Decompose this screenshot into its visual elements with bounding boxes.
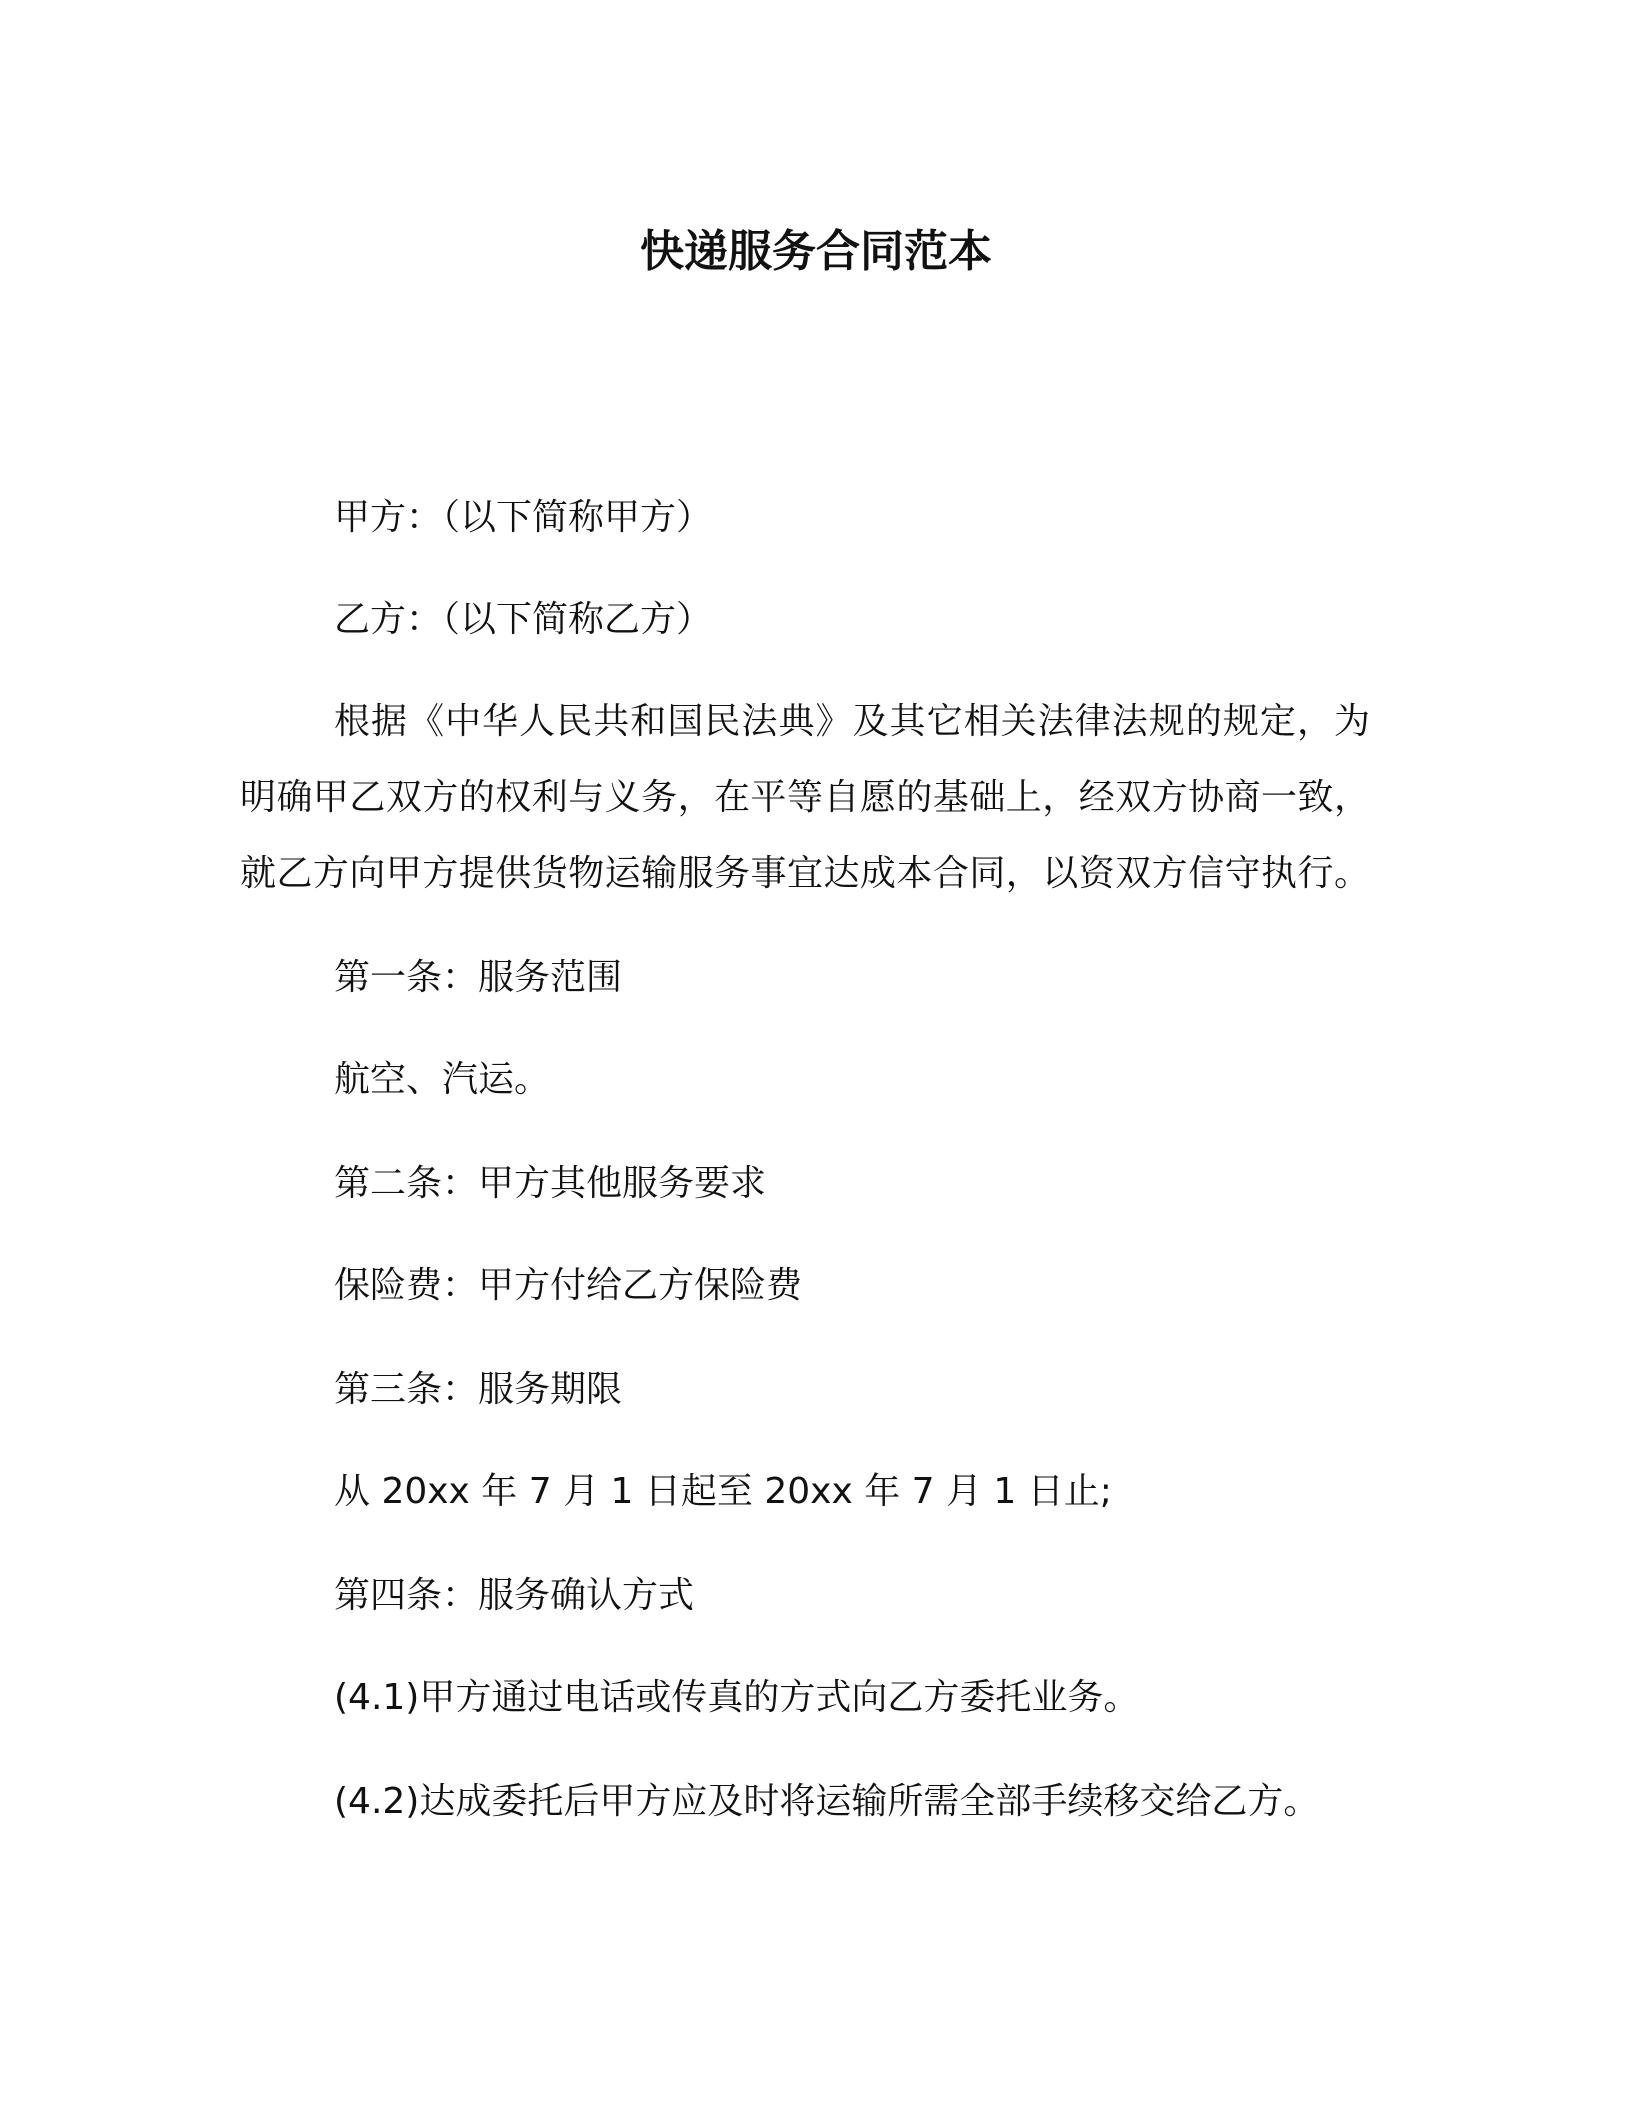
article-4-item-2: (4.2)达成委托后甲方应及时将运输所需全部手续移交给乙方。 (334, 1781, 1320, 1822)
article-3-body: 从 20xx 年 7 月 1 日起至 20xx 年 7 月 1 日止; (334, 1471, 1112, 1512)
article-1-heading: 第一条：服务范围 (334, 957, 623, 998)
preamble-line-2: 明确甲乙双方的权利与义务，在平等自愿的基础上，经双方协商一致， (240, 777, 1370, 818)
article-2-heading: 第二条：甲方其他服务要求 (334, 1163, 767, 1204)
article-4-item-1: (4.1)甲方通过电话或传真的方式向乙方委托业务。 (334, 1677, 1140, 1718)
article-3-heading: 第三条：服务期限 (334, 1369, 623, 1410)
party-a-line: 甲方：（以下简称甲方） (334, 497, 713, 538)
preamble-line-3: 就乙方向甲方提供货物运输服务事宜达成本合同，以资双方信守执行。 (240, 853, 1370, 894)
article-4-heading: 第四条：服务确认方式 (334, 1575, 695, 1616)
article-2-body: 保险费：甲方付给乙方保险费 (334, 1265, 803, 1306)
article-1-body: 航空、汽运。 (334, 1059, 551, 1100)
document-title: 快递服务合同范本 (640, 226, 992, 277)
party-b-line: 乙方：（以下简称乙方） (334, 599, 713, 640)
preamble-line-1: 根据《中华人民共和国民法典》及其它相关法律法规的规定，为 (334, 701, 1370, 742)
